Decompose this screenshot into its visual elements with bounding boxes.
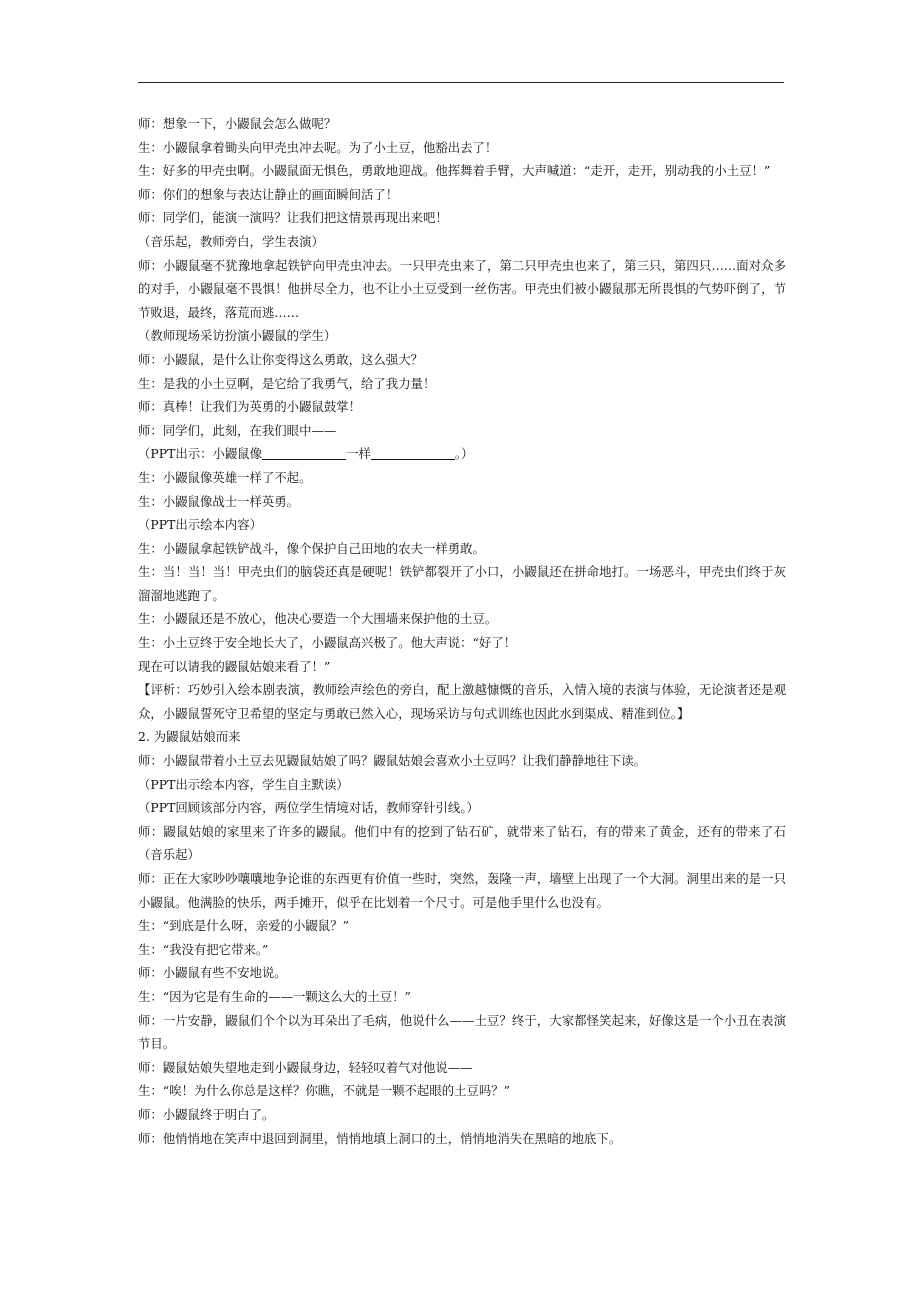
text-line: （教师现场采访扮演小鼹鼠的学生） xyxy=(138,328,337,344)
text-line: 生：小鼹鼠像英雄一样了不起。 xyxy=(138,469,312,485)
ppt-fill-blank-line xyxy=(138,442,786,466)
text-line: 师：真棒！让我们为英勇的小鼹鼠鼓掌！ xyxy=(138,399,362,415)
text-line: 生：当！当！当！甲壳虫们的脑袋还真是硬呢！铁铲都裂开了小口，小鼹鼠还在拼命地打。一场恶斗，甲壳虫们终于灰 xyxy=(138,564,786,580)
text-line: 生：好多的甲壳虫啊。小鼹鼠面无惧色，勇敢地迎战。他挥舞着手臂，大声喊道：“走开，走开，别动我的小土豆！” xyxy=(138,163,771,179)
text-line: 生：小鼹鼠像战士一样英勇。 xyxy=(138,493,300,509)
ppt-prompt-middle: 一样 xyxy=(346,446,371,462)
text-line: 生：小鼹鼠拿着锄头向甲壳虫冲去呢。为了小土豆，他豁出去了！ xyxy=(138,139,498,155)
fill-blank xyxy=(371,445,455,460)
text-line: 生：是我的小土豆啊，是它给了我勇气，给了我力量！ xyxy=(138,375,436,391)
text-line: 师：正在大家吵吵嚷嚷地争论谁的东西更有价值一些时，突然，轰隆一声，墙壁上出现了一个大洞。洞里出来的是一只 xyxy=(138,871,786,886)
text-line: 师：小鼹鼠终于明白了。 xyxy=(138,1106,275,1122)
text-line: 师：小鼹鼠带着小土豆去见鼹鼠姑娘了吗？鼹鼠姑娘会喜欢小土豆吗？让我们静静地往下读。 xyxy=(138,753,647,769)
text-line: 的对手，小鼹鼠毫不畏惧！他拼尽全力，也不让小土豆受到一丝伤害。甲壳虫们被小鼹鼠那无所畏惧的气势吓倒了，节 xyxy=(138,281,786,297)
text-line: 师：他悄悄地在笑声中退回到洞里，悄悄地填上洞口的土，悄悄地消失在黑暗的地底下。 xyxy=(138,1130,622,1146)
text-line: 生：小土豆终于安全地长大了，小鼹鼠高兴极了。他大声说：“好了！ xyxy=(138,635,517,651)
text-line: 众，小鼹鼠誓死守卫希望的坚定与勇敢已然入心，现场采访与句式训练也因此水到渠成、精准到位。】 xyxy=(138,705,690,721)
text-line: 师：同学们，此刻，在我们眼中—— xyxy=(138,422,337,438)
text-line: 师：想象一下，小鼹鼠会怎么做呢？ xyxy=(138,116,337,131)
text-line: 【评析：巧妙引入绘本剧表演，教师绘声绘色的旁白，配上激越慷慨的音乐，入情入境的表演与体验，无论演者还是观 xyxy=(138,682,786,698)
text-line: 小鼹鼠。他满脸的快乐，两手摊开，似乎在比划着一个尺寸。可是他手里什么也没有。 xyxy=(138,894,609,910)
text-line: 生：“到底是什么呀，亲爱的小鼹鼠？” xyxy=(138,918,349,934)
document-body xyxy=(138,112,786,1150)
text-line: 师：小鼹鼠有些不安地说。 xyxy=(138,965,287,981)
ppt-prompt-prefix: （PPT出示：小鼹鼠像 xyxy=(138,446,263,462)
text-line: （PPT出示绘本内容） xyxy=(138,517,263,533)
text-line: 师：你们的想象与表达让静止的画面瞬间活了！ xyxy=(138,186,399,202)
text-line: 师：鼹鼠姑娘失望地走到小鼹鼠身边，轻轻叹着气对他说—— xyxy=(138,1059,473,1075)
text-line: 节败退，最终，落荒而逃…… xyxy=(138,304,300,320)
fill-blank xyxy=(262,445,346,460)
text-line: 溜溜地逃跑了。 xyxy=(138,587,225,603)
text-line: 现在可以请我的鼹鼠姑娘来看了！” xyxy=(138,658,331,674)
text-line: （音乐起） xyxy=(138,847,200,863)
text-line: 生：“因为它是有生命的——一颗这么大的土豆！” xyxy=(138,988,411,1004)
header-rule xyxy=(138,82,784,83)
text-line: （音乐起，教师旁白，学生表演） xyxy=(138,233,324,249)
text-line: 师：一片安静，鼹鼠们个个以为耳朵出了毛病，他说什么——土豆？终于，大家都怪笑起来，好像这是一个小丑在表演 xyxy=(138,1012,786,1028)
ppt-prompt-suffix: 。） xyxy=(454,446,474,462)
text-line: 生：小鼹鼠拿起铁铲战斗，像个保护自己田地的农夫一样勇敢。 xyxy=(138,540,485,556)
text-line: 师：同学们，能演一演吗？让我们把这情景再现出来吧！ xyxy=(138,210,448,226)
text-line: 2. 为鼹鼠姑娘而来 xyxy=(138,729,241,745)
text-line: 节目。 xyxy=(138,1036,176,1052)
text-line: 生：小鼹鼠还是不放心，他决心要造一个大围墙来保护他的土豆。 xyxy=(138,611,498,627)
text-line: （PPT回顾该部分内容，两位学生情境对话，教师穿针引线。） xyxy=(138,800,479,816)
text-line: 师：小鼹鼠毫不犹豫地拿起铁铲向甲壳虫冲去。一只甲壳虫来了，第二只甲壳虫也来了，第三只，第四只……面对众多 xyxy=(138,257,786,273)
text-line: 生：“唉！为什么你总是这样？你瞧，不就是一颗不起眼的土豆吗？” xyxy=(138,1083,510,1099)
text-line: （PPT出示绘本内容，学生自主默读） xyxy=(138,776,349,792)
text-line: 生：“我没有把它带来。” xyxy=(138,941,269,957)
text-line: 师：鼹鼠姑娘的家里来了许多的鼹鼠。他们中有的挖到了钻石矿，就带来了钻石，有的带来了黄金，还有的带来了石 xyxy=(138,823,786,839)
text-line: 师：小鼹鼠，是什么让你变得这么勇敢，这么强大？ xyxy=(138,351,423,367)
